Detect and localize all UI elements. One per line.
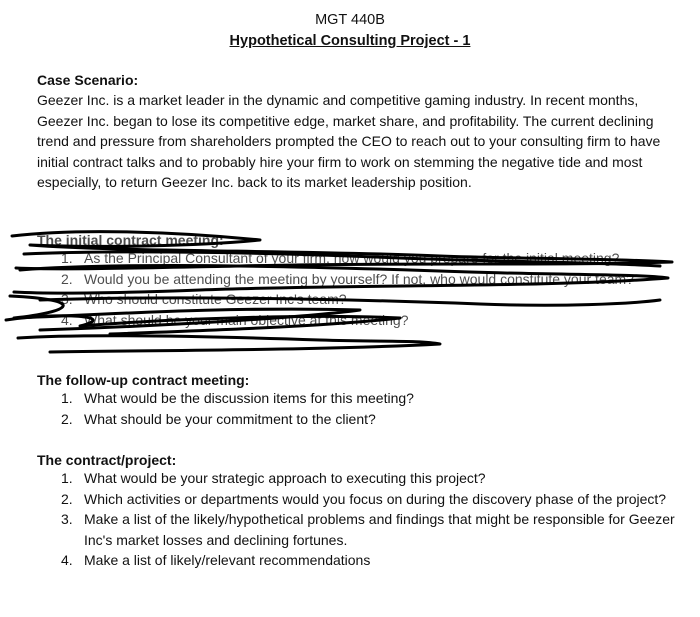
initial-meeting-section [37,232,682,330]
list-item: 1. What would be your strategic approach to executing this project? [61,470,486,486]
course-code: MGT 440B [315,12,385,28]
case-scenario-section [37,72,682,193]
list-item: 2. Would you be attending the meeting by yourself? If not, who would constitute your team? [61,270,634,287]
contract-project-heading: The contract/project: [37,452,177,468]
list-item: 1. As the Principal Consultant of your firm, how would you prepare for the initial meeting? [61,250,620,266]
contract-project-section [37,452,682,571]
list-item: 1. What would be the discussion items for this meeting? [61,390,414,406]
list-item: 4. What should be your main objective at this meeting? [61,311,409,328]
followup-meeting-heading: The follow-up contract meeting: [37,372,250,388]
document-title: Hypothetical Consulting Project - 1 [229,33,471,49]
list-item: 3. Make a list of the likely/hypothetical problems and findings that might be responsible for Geezer Inc's market losses and declining fortunes. [61,511,675,548]
list-item: 3. Who should constitute Geezer Inc's team? [61,291,347,307]
list-item: 2. What should be your commitment to the client? [61,410,376,427]
contract-project-list [37,468,682,571]
initial-meeting-list [37,248,682,330]
list-item: 4. Make a list of likely/relevant recommendations [61,552,371,568]
case-scenario-text: Geezer Inc. is a market leader in the dynamic and competitive gaming industry. In recent months, Geezer Inc. began to lose its competitive edge, market share, and profitability. The current declining trend and pressure from shareholders prompted the CEO to reach out to your consulting firm to have initial contract talks and to probably hire your firm to work on stemming the negative tide and most especially, to return Geezer Inc. back to its market leadership position. [37,92,661,190]
initial-meeting-heading: The initial contract meeting: [37,232,224,248]
list-item: 2. Which activities or departments would you focus on during the discovery phase of the project? [61,490,667,507]
followup-meeting-list [37,388,682,429]
followup-meeting-section [37,372,682,429]
case-scenario-heading: Case Scenario: [37,72,139,88]
